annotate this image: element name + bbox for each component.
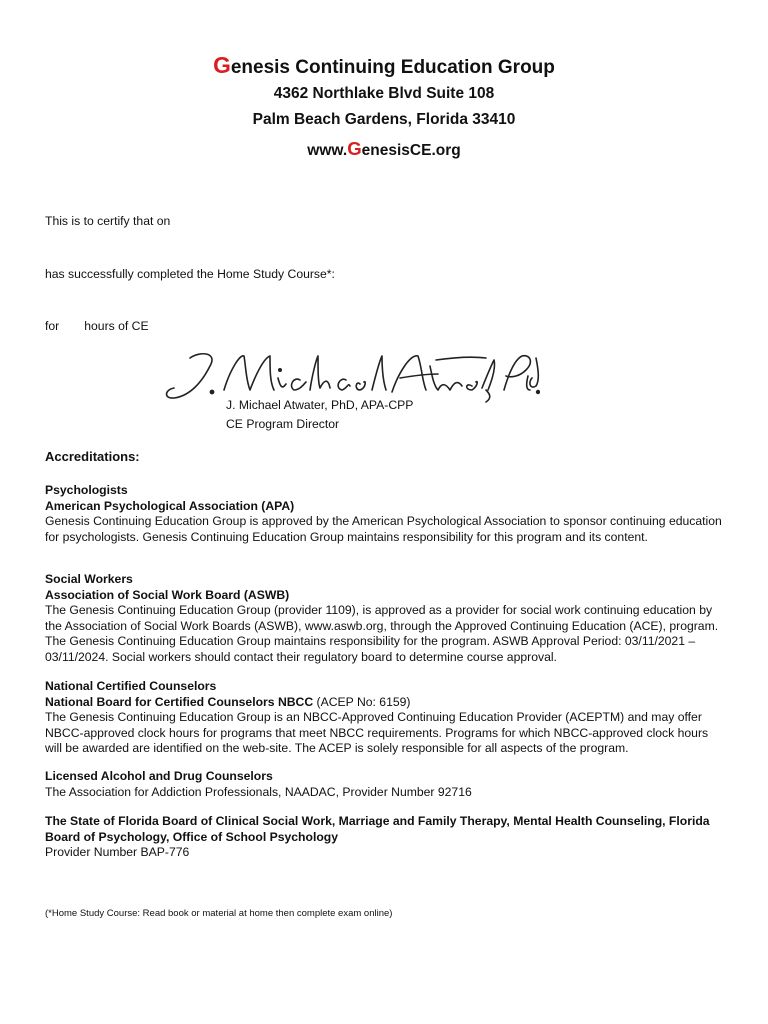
addiction-body: The Association for Addiction Professionals, NAADAC, Provider Number 92716 <box>45 784 472 799</box>
counselors-acep: (ACEP No: 6159) <box>313 694 411 709</box>
title-initial: G <box>213 52 231 78</box>
section-social-workers <box>45 572 725 666</box>
completed-line: has successfully completed the Home Study Course*: <box>45 267 335 281</box>
section-psychologists <box>45 483 725 545</box>
website-rest: enesisCE.org <box>361 142 461 159</box>
section-addiction <box>45 769 725 800</box>
florida-body: Provider Number BAP-776 <box>45 845 190 860</box>
organization-title <box>0 52 768 79</box>
website-prefix: www. <box>307 142 348 159</box>
section-counselors <box>45 679 725 757</box>
website <box>0 138 768 160</box>
social-workers-title: Social Workers <box>45 572 133 586</box>
address-line-2: Palm Beach Gardens, Florida 33410 <box>252 111 516 128</box>
florida-title: The State of Florida Board of Clinical Social Work, Marriage and Family Therapy, Mental Health Counseling, Florida Board of Psychology, Office of School Psychology <box>45 814 710 844</box>
social-workers-org: Association of Social Work Board (ASWB) <box>45 587 290 602</box>
psychologists-title: Psychologists <box>45 483 128 497</box>
counselors-org-line <box>45 695 725 711</box>
psychologists-body: Genesis Continuing Education Group is approved by the American Psychological Association to sponsor continuing education for psychologists. Genesis Continuing Education Group maintains responsibility for this program and its content. <box>45 514 722 544</box>
addiction-title: Licensed Alcohol and Drug Counselors <box>45 769 273 783</box>
footnote: (*Home Study Course: Read book or material at home then complete exam online) <box>45 908 393 919</box>
signature-block <box>226 396 413 434</box>
social-workers-body: The Genesis Continuing Education Group (provider 1109), is approved as a provider for social work continuing education by the Association of Social Work Boards (ASWB), www.aswb.org, through the Approved Continuing Education (ACE), program. The Genesis Continuing Education Group maintains responsibility for the program. ASWB Approval Period: 03/11/2021 – 03/11/2024. Social workers should contact their regulatory board to determine course approval. <box>45 603 719 664</box>
website-initial: G <box>347 138 362 159</box>
counselors-body: The Genesis Continuing Education Group is an NBCC-Approved Continuing Education Provider (ACEPTM) and may offer NBCC-approved clock hours for programs that meet NBCC requirements. Programs for which NBCC-approved clock hours will be awarded are identified on the web-site. The ACEP is solely responsible for all aspects of the program. <box>45 710 709 756</box>
counselors-org: National Board for Certified Counselors NBCC <box>45 694 314 709</box>
counselors-title: National Certified Counselors <box>45 679 217 693</box>
address-line-1: 4362 Northlake Blvd Suite 108 <box>273 85 495 102</box>
section-florida <box>45 814 725 861</box>
psychologists-org: American Psychological Association (APA) <box>45 498 295 513</box>
for-label: for <box>45 319 60 333</box>
title-rest: enesis Continuing Education Group <box>230 57 555 78</box>
hours-label: hours of CE <box>84 319 149 333</box>
signer-role: CE Program Director <box>226 417 340 431</box>
hours-line <box>45 319 149 335</box>
accreditations-heading: Accreditations: <box>45 449 140 464</box>
certify-line: This is to certify that on <box>45 214 171 228</box>
signer-name: J. Michael Atwater, PhD, APA-CPP <box>226 398 414 412</box>
